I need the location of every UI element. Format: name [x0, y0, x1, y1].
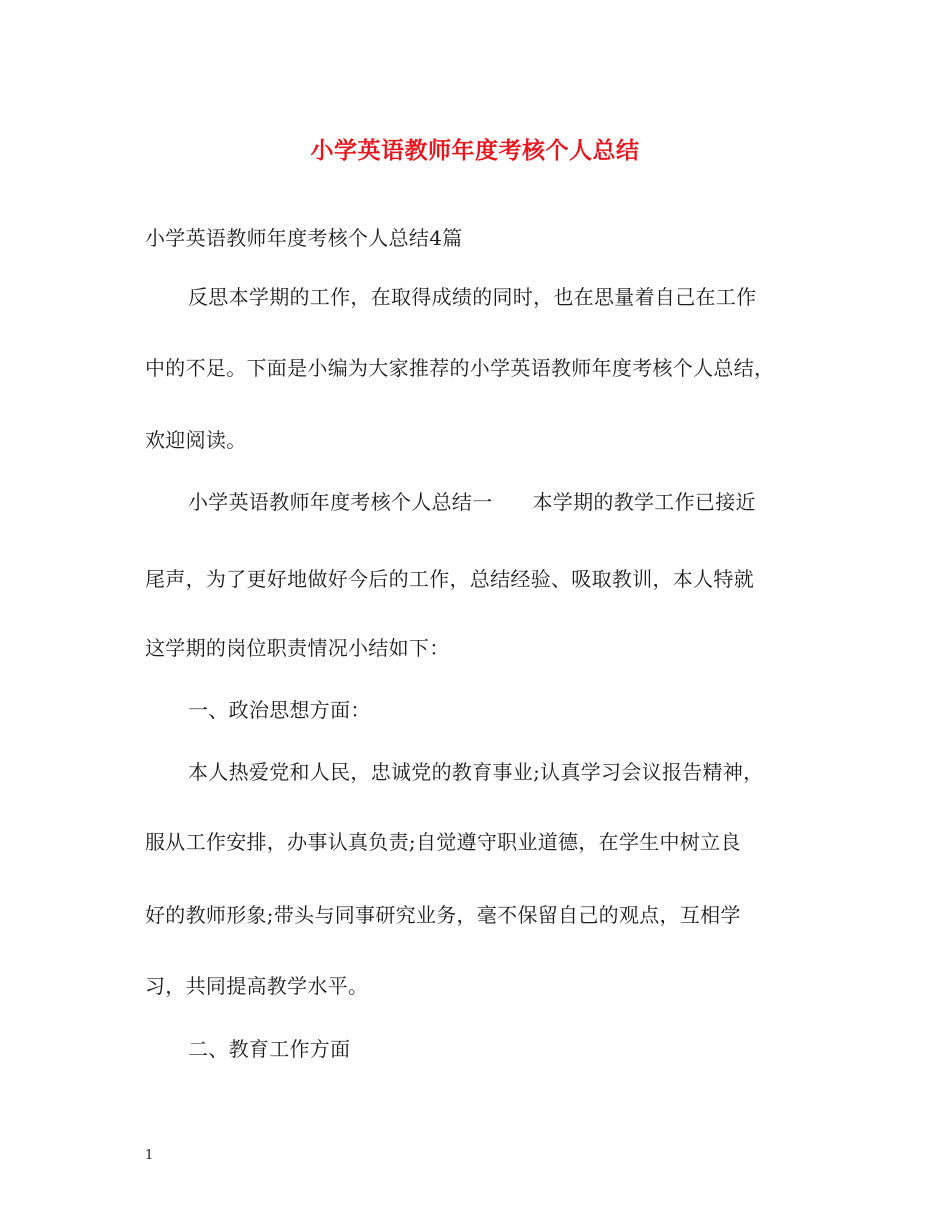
section-one-heading: 小学英语教师年度考核个人总结一 [188, 490, 493, 514]
politics-line-4: 习，共同提高教学水平。 [145, 974, 369, 998]
intro-line-2: 中的不足。下面是小编为大家推荐的小学英语教师年度考核个人总结， [145, 356, 775, 380]
section-one-line-2: 尾声，为了更好地做好今后的工作，总结经验、吸取教训，本人特就 [145, 567, 754, 591]
intro-line-1: 反思本学期的工作，在取得成绩的同时，也在思量着自己在工作 [188, 285, 757, 309]
politics-line-1: 本人热爱党和人民，忠诚党的教育事业;认真学习会议报告精神， [188, 760, 764, 784]
politics-heading: 一、政治思想方面： [188, 698, 371, 722]
politics-line-3: 好的教师形象;带头与同事研究业务，毫不保留自己的观点，互相学 [145, 903, 741, 927]
document-title: 小学英语教师年度考核个人总结 [310, 137, 640, 164]
section-one-line-1: 本学期的教学工作已接近 [532, 490, 756, 514]
politics-line-2: 服从工作安排，办事认真负责;自觉遵守职业道德，在学生中树立良 [145, 830, 741, 854]
page-number: 1 [145, 1148, 154, 1163]
education-heading: 二、教育工作方面 [188, 1037, 351, 1061]
section-one-line-3: 这学期的岗位职责情况小结如下： [145, 636, 450, 660]
intro-line-3: 欢迎阅读。 [145, 428, 247, 452]
document-subtitle: 小学英语教师年度考核个人总结4篇 [145, 226, 463, 250]
section-one-first-line [188, 488, 756, 516]
